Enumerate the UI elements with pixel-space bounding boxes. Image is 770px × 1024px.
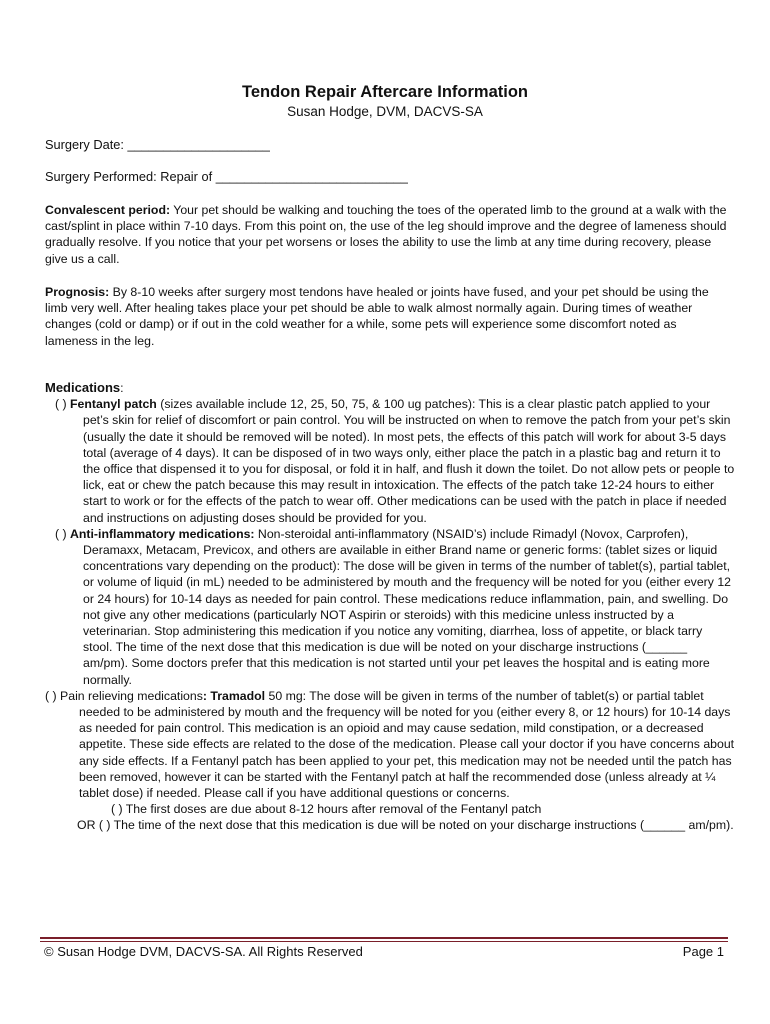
tramadol-option-first-dose[interactable]: ( ) The first doses are due about 8-12 hours after removal of the Fentanyl patch: [111, 802, 542, 817]
footer-rule-thick: [40, 937, 728, 939]
tramadol-name: Tramadol: [207, 688, 266, 703]
prognosis-section: [45, 284, 730, 349]
prognosis-label: Prognosis:: [45, 285, 110, 299]
footer-page-number: Page 1: [682, 944, 724, 959]
document-title: Tendon Repair Aftercare Information: [241, 83, 529, 101]
tramadol-prefix: Pain relieving medications: [56, 688, 203, 703]
tramadol-item: [45, 688, 735, 801]
medications-heading: [45, 380, 735, 396]
footer-copyright: © Susan Hodge DVM, DACVS-SA. All Rights Reserved: [44, 944, 363, 959]
surgery-performed-field: Surgery Performed: Repair of ___________________________: [45, 169, 408, 184]
nsaid-name: Anti-inflammatory medications:: [70, 526, 255, 541]
fentanyl-text: (sizes available include 12, 25, 50, 75, & 100 ug patches): This is a clear plastic patch applied to your pet’s skin for relief of discomfort or pain control. You will be instructed on when to remove the patch from your pet’s skin (usually the date it should be removed will be noted). In most pets, the effects of this patch will work for about 3-5 days total (average of 4 days). It can be disposed of in two ways only, either place the patch in a plastic bag and return it to the office that dispensed it to you for disposal, or fold it in half, and flush it down the toilet. Do not allow pets or people to lick, eat or chew the patch because this may result in intoxication. The effects of the patch take 12-24 hours to either start to work or for the effects of the patch to wear off. Other medications can be used with the patch in place if needed and instructions on adjusting doses should be provided for you.: [83, 397, 735, 525]
fentanyl-name: Fentanyl patch: [70, 397, 157, 412]
document-subtitle: Susan Hodge, DVM, DACVS-SA: [287, 104, 483, 119]
footer-rule-thin: [40, 941, 728, 942]
surgery-date-field: Surgery Date: ____________________: [45, 137, 270, 152]
prognosis-text: By 8-10 weeks after surgery most tendons have healed or joints have fused, and your pet should be using the limb very well. After healing takes place your pet should be able to walk almost normally again. During times of weather changes (cold or damp) or if out in the cold weather for a while, some pets will experience some discomfort noted as lameness in the leg.: [45, 285, 709, 348]
tramadol-colon: :: [202, 688, 207, 703]
nsaid-checkbox[interactable]: ( ): [55, 526, 67, 541]
nsaid-text: Non-steroidal anti-inflammatory (NSAID’s) include Rimadyl (Novox, Carprofen), Deramaxx, Metacam, Previcox, and others are available in either Brand name or generic forms: (tablet sizes or liquid concentrations vary depending on the product): The dose will be given in terms of the number of tablet(s), partial tablet, or volume of liquid (in mL) needed to be administered by mouth and the frequency will be noted for you (either every 12 or 24 hours) for 10-14 days as needed for pain control. These medications reduce inflammation, pain, and swelling. Do not give any other medications (particularly NOT Aspirin or steroids) with this medicine unless instructed by a veterinarian. Stop administering this medication if you notice any vomiting, diarrhea, loss of appetite, or black tarry stool. The time of the next dose that this medication is due will be noted on your discharge instructions (______ am/pm). Some doctors prefer that this medication is not started until your pet leaves the hospital and is eating more normally.: [83, 526, 732, 687]
medications-section: [45, 380, 735, 834]
convalescent-text: Your pet should be walking and touching the toes of the operated limb to the ground at a walk with the cast/splint in place within 7-10 days. From this point on, the use of the leg should improve and the degree of lameness should gradually resolve. If you notice that your pet worsens or loses the ability to use the limb at any time during recovery, please give us a call.: [45, 203, 727, 266]
nsaid-item: [45, 526, 735, 688]
tramadol-option-next-dose: [45, 817, 735, 833]
convalescent-section: [45, 202, 730, 267]
tramadol-checkbox[interactable]: ( ): [45, 688, 57, 703]
tramadol-text: 50 mg: The dose will be given in terms of the number of tablet(s) or partial tablet needed to be administered by mouth and the frequency will be noted for you (either every 8, or 12 hours) for 10-14 days as needed for pain control. This medication is an opioid and may cause sedation, mild constipation, or a decreased appetite. These side effects are related to the dose of the medication. Please call your doctor if you have concerns about any side effects. If a Fentanyl patch has been applied to your pet, this medication may not be needed until the patch has been removed, however it can be started with the Fentanyl patch at half the recommended dose (unless already at ¼ tablet dose) if needed. Please call if you have additional questions or concerns.: [79, 688, 735, 801]
convalescent-label: Convalescent period:: [45, 203, 171, 217]
medications-colon: :: [120, 381, 124, 395]
fentanyl-item: [45, 396, 735, 526]
fentanyl-checkbox[interactable]: ( ): [55, 397, 67, 412]
medications-label: Medications: [45, 380, 121, 395]
tramadol-option-next-dose-text[interactable]: OR ( ) The time of the next dose that this medication is due will be noted on your discharge instructions (______ am/pm).: [77, 818, 734, 833]
